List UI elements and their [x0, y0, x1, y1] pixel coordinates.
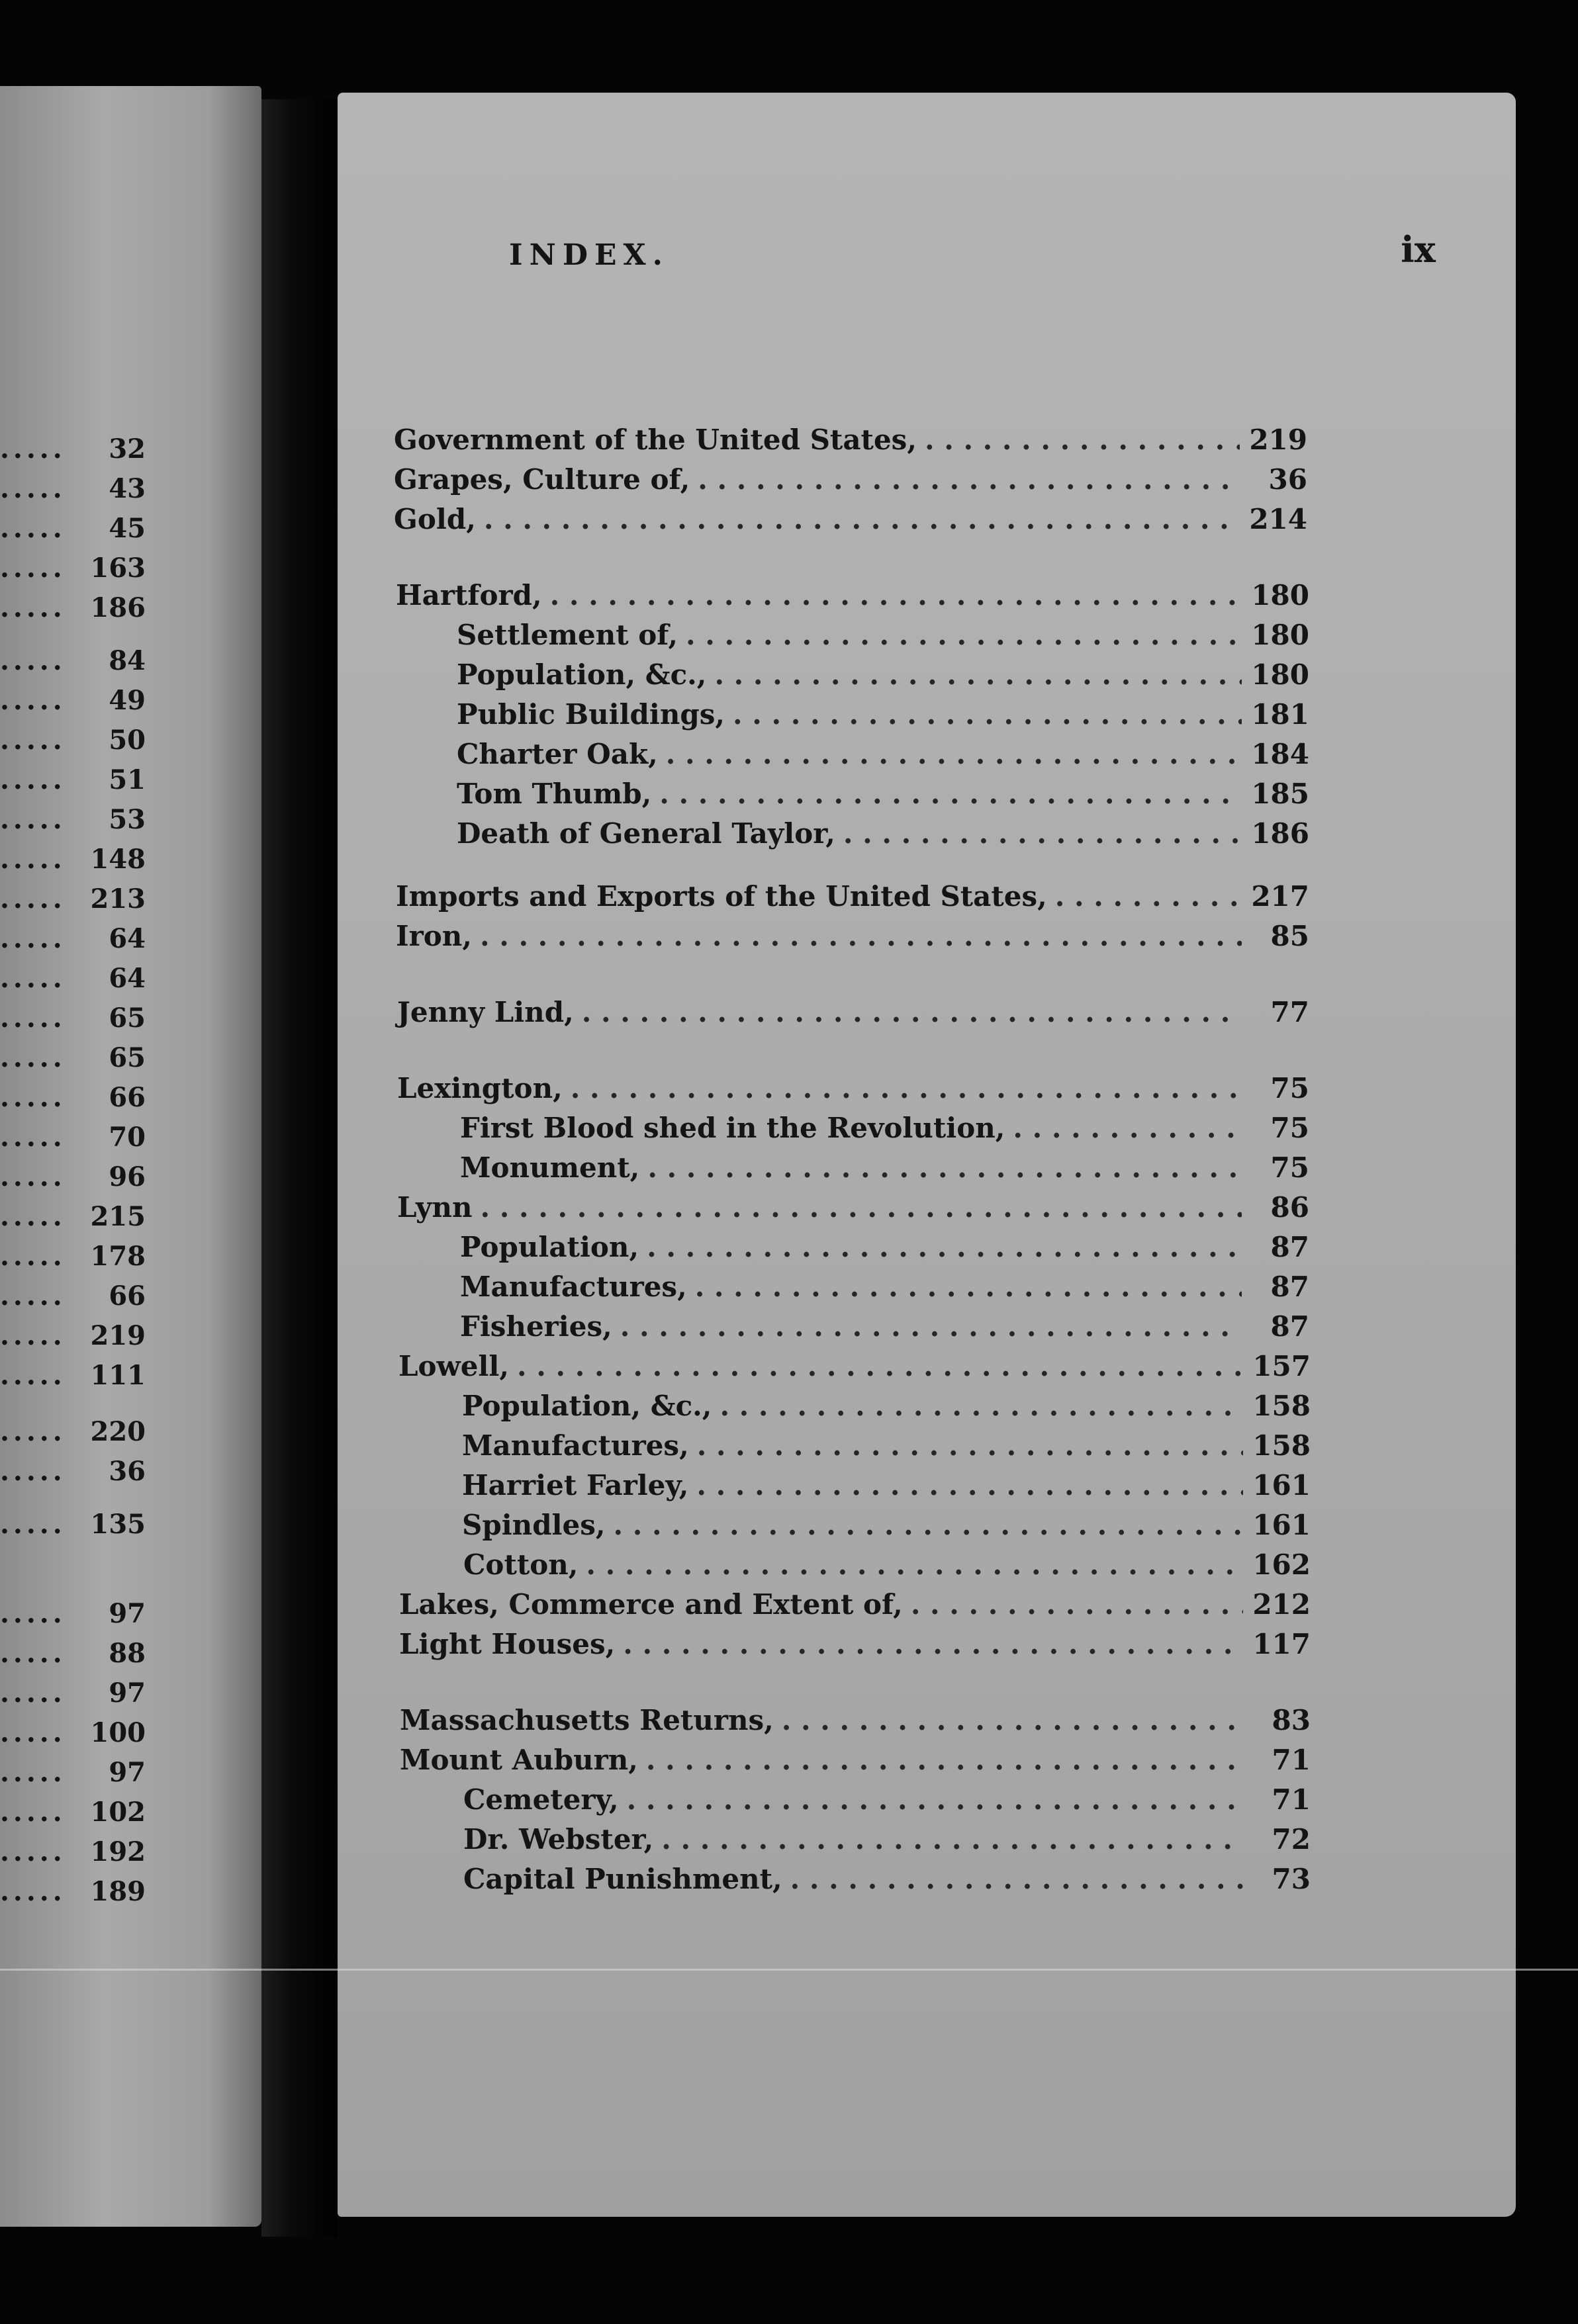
page-number: 157 — [1252, 1350, 1311, 1382]
dot-leader — [686, 619, 1242, 651]
page-number: 36 — [109, 1456, 146, 1487]
page-number: 180 — [1251, 658, 1309, 691]
dot-leader — [517, 1350, 1243, 1382]
page-number: 97 — [109, 1677, 146, 1709]
index-subentry — [460, 1151, 1309, 1191]
page-number: 83 — [1272, 1704, 1311, 1736]
index-entry — [399, 1588, 1311, 1628]
index-subentry — [457, 698, 1309, 738]
page-number: 102 — [90, 1797, 146, 1828]
entry-text: Dr. Webster, — [463, 1823, 654, 1855]
left-index-row: ..... 178 — [0, 1241, 146, 1272]
page-number: 50 — [109, 725, 146, 756]
page-number: 88 — [109, 1638, 146, 1669]
page-number: 32 — [109, 433, 146, 465]
scan-artifact-line — [0, 1969, 1578, 1971]
dot-leader — [1013, 1112, 1242, 1144]
entry-text: Gold, — [394, 503, 476, 535]
dot-leader — [480, 920, 1242, 952]
index-subentry — [460, 1112, 1309, 1151]
left-index-row: ..... 36 — [0, 1456, 146, 1487]
page-number: 97 — [109, 1757, 146, 1788]
page-number: 86 — [1270, 1191, 1309, 1224]
left-index-row: ..... 66 — [0, 1082, 146, 1113]
page-number: 65 — [109, 1003, 146, 1034]
left-index-row: ..... 220 — [0, 1416, 146, 1447]
page-number: 75 — [1270, 1151, 1309, 1184]
left-index-row: ..... 51 — [0, 764, 146, 795]
entry-text: Lexington, — [397, 1072, 563, 1104]
dot-leader — [647, 1231, 1242, 1263]
dot-leader — [620, 1310, 1242, 1343]
dot-leader — [627, 1783, 1243, 1816]
left-index-row: ..... 148 — [0, 844, 146, 875]
dot-leader — [695, 1271, 1242, 1303]
left-index-row: ..... 186 — [0, 592, 146, 623]
dot-leader — [614, 1509, 1243, 1541]
left-index-row: ..... 215 — [0, 1201, 146, 1232]
dot-leader — [647, 1151, 1242, 1184]
index-entry — [396, 579, 1309, 619]
dot-leader — [790, 1863, 1243, 1895]
page-number: 97 — [109, 1598, 146, 1629]
dot-leader — [646, 1744, 1243, 1776]
left-index-row: ..... 45 — [0, 513, 146, 544]
left-index-row: ..... 189 — [0, 1876, 146, 1907]
dot-leader — [586, 1548, 1243, 1581]
index-subentry — [460, 1231, 1309, 1271]
dot-leader — [623, 1628, 1243, 1660]
left-index-row: ..... 163 — [0, 553, 146, 584]
page-number: 66 — [109, 1082, 146, 1113]
entry-text: Cemetery, — [463, 1783, 619, 1816]
left-index-row: ..... 49 — [0, 685, 146, 716]
entry-text: Manufactures, — [460, 1271, 687, 1303]
page-number: 65 — [109, 1042, 146, 1073]
entry-text: Population, &c., — [457, 658, 707, 691]
page-number: 163 — [90, 553, 146, 584]
index-subentry — [457, 658, 1309, 698]
index-entry — [396, 880, 1309, 920]
page-number: 158 — [1252, 1390, 1311, 1422]
page-number: 64 — [109, 963, 146, 994]
page-number: 73 — [1272, 1863, 1311, 1895]
index-entry — [397, 1191, 1309, 1231]
page-number: 36 — [1268, 463, 1307, 496]
page-number: 213 — [90, 883, 146, 915]
left-index-row: ..... 100 — [0, 1717, 146, 1748]
entry-text: Charter Oak, — [457, 738, 658, 770]
left-index-row: ..... 97 — [0, 1757, 146, 1788]
dot-leader — [697, 1429, 1243, 1462]
dot-leader — [1055, 880, 1242, 913]
index-subentry — [463, 1783, 1311, 1823]
page-number: 75 — [1270, 1072, 1309, 1104]
page-number: 84 — [109, 645, 146, 676]
index-entry — [397, 1072, 1309, 1112]
page-number: 148 — [90, 844, 146, 875]
left-index-row: ..... 32 — [0, 433, 146, 465]
page-number: 96 — [109, 1161, 146, 1192]
left-index-row: ..... 70 — [0, 1122, 146, 1153]
page-number: 87 — [1270, 1271, 1309, 1303]
page-number: 215 — [90, 1201, 146, 1232]
left-index-row: ..... 213 — [0, 883, 146, 915]
index-subentry — [463, 1863, 1311, 1902]
page-number: 51 — [109, 764, 146, 795]
left-index-row: ..... 192 — [0, 1836, 146, 1867]
entry-text: Grapes, Culture of, — [394, 463, 690, 496]
dot-leader — [666, 738, 1242, 770]
page-number: 212 — [1252, 1588, 1311, 1621]
index-entry — [394, 463, 1307, 503]
left-index-row: ..... 111 — [0, 1360, 146, 1391]
left-index-row: ..... 64 — [0, 923, 146, 954]
index-entry — [400, 1744, 1311, 1783]
page-number: 162 — [1252, 1548, 1311, 1581]
dot-leader — [696, 1469, 1243, 1501]
entry-text: Hartford, — [396, 579, 542, 611]
entry-text: Manufactures, — [462, 1429, 689, 1462]
dot-leader — [550, 579, 1242, 611]
page-number: 71 — [1272, 1744, 1311, 1776]
book-gutter — [261, 99, 338, 2237]
dot-leader — [659, 778, 1242, 810]
page-number: 220 — [90, 1416, 146, 1447]
index-subentry — [460, 1310, 1309, 1350]
page-number: 75 — [1270, 1112, 1309, 1144]
left-index-row: ..... 97 — [0, 1598, 146, 1629]
page-number: 117 — [1252, 1628, 1311, 1660]
entry-text: Public Buildings, — [457, 698, 725, 731]
page-number: 189 — [90, 1876, 146, 1907]
page-number: 72 — [1272, 1823, 1311, 1855]
page-number: 219 — [1249, 424, 1307, 456]
entry-text: Fisheries, — [460, 1310, 612, 1343]
dot-leader — [582, 996, 1242, 1028]
dot-leader — [481, 1191, 1242, 1224]
page-number: 217 — [1251, 880, 1309, 913]
index-subentry — [457, 817, 1309, 857]
dot-leader — [925, 424, 1240, 456]
dot-leader — [698, 463, 1240, 496]
left-index-row: ..... 66 — [0, 1280, 146, 1312]
left-index-row: ..... 64 — [0, 963, 146, 994]
index-subentry — [462, 1469, 1311, 1509]
page-number: 70 — [109, 1122, 146, 1153]
page-number: 180 — [1251, 619, 1309, 651]
index-subentry — [457, 619, 1309, 658]
entry-text: First Blood shed in the Revolution, — [460, 1112, 1005, 1144]
page-number: 186 — [90, 592, 146, 623]
index-subentry — [457, 738, 1309, 778]
index-entry — [396, 920, 1309, 960]
page-number: 192 — [90, 1836, 146, 1867]
index-entry — [394, 503, 1307, 543]
page-number: 135 — [90, 1509, 146, 1540]
page-number: 161 — [1252, 1509, 1311, 1541]
entry-text: Population, &c., — [462, 1390, 712, 1422]
dot-leader — [782, 1704, 1243, 1736]
page-number: 161 — [1252, 1469, 1311, 1501]
dot-leader — [571, 1072, 1242, 1104]
entry-text: Government of the United States, — [394, 424, 917, 456]
left-index-row: ..... 102 — [0, 1797, 146, 1828]
page-number: 71 — [1272, 1783, 1311, 1816]
page-number: 181 — [1251, 698, 1309, 731]
dot-leader — [484, 503, 1240, 535]
page-number: 219 — [90, 1320, 146, 1351]
entry-text: Massachusetts Returns, — [400, 1704, 774, 1736]
entry-text: Cotton, — [463, 1548, 579, 1581]
entry-text: Harriet Farley, — [462, 1469, 689, 1501]
index-subentry — [462, 1390, 1311, 1429]
entry-text: Lakes, Commerce and Extent of, — [399, 1588, 903, 1621]
dot-leader — [661, 1823, 1243, 1855]
page-number: 111 — [90, 1360, 146, 1391]
left-index-row: ..... 84 — [0, 645, 146, 676]
page-number: 77 — [1270, 996, 1309, 1028]
page-number: 64 — [109, 923, 146, 954]
left-index-row: ..... 65 — [0, 1003, 146, 1034]
dot-leader — [911, 1588, 1243, 1621]
left-index-row: ..... 43 — [0, 473, 146, 504]
dot-leader — [714, 658, 1242, 691]
entry-text: Lowell, — [398, 1350, 509, 1382]
page-number: 158 — [1252, 1429, 1311, 1462]
page-number: 214 — [1249, 503, 1307, 535]
page-number: 87 — [1270, 1231, 1309, 1263]
index-entry — [397, 996, 1309, 1036]
left-index-row: ..... 65 — [0, 1042, 146, 1073]
entry-text: Iron, — [396, 920, 472, 952]
index-entry — [394, 424, 1307, 463]
page-number: 178 — [90, 1241, 146, 1272]
entry-text: Death of General Taylor, — [457, 817, 835, 850]
left-index-row: ..... 135 — [0, 1509, 146, 1540]
page-title: INDEX. — [509, 238, 669, 272]
page-number: 185 — [1251, 778, 1309, 810]
index-subentry — [460, 1271, 1309, 1310]
entry-text: Settlement of, — [457, 619, 678, 651]
entry-text: Lynn — [397, 1191, 473, 1224]
dot-leader — [843, 817, 1242, 850]
left-index-row: ..... 88 — [0, 1638, 146, 1669]
page-number: 100 — [90, 1717, 146, 1748]
index-subentry — [463, 1548, 1311, 1588]
left-page — [0, 86, 261, 2227]
entry-text: Tom Thumb, — [457, 778, 652, 810]
entry-text: Mount Auburn, — [400, 1744, 638, 1776]
page-number: 180 — [1251, 579, 1309, 611]
left-index-row: ..... 50 — [0, 725, 146, 756]
entry-text: Jenny Lind, — [397, 996, 574, 1028]
index-entry — [400, 1704, 1311, 1744]
page-number: 43 — [109, 473, 146, 504]
index-subentry — [457, 778, 1309, 817]
entry-text: Imports and Exports of the United States, — [396, 880, 1047, 913]
dot-leader — [733, 698, 1242, 731]
page-number: 66 — [109, 1280, 146, 1312]
left-index-row: ..... 97 — [0, 1677, 146, 1709]
left-index-row: ..... 219 — [0, 1320, 146, 1351]
entry-text: Population, — [460, 1231, 639, 1263]
index-subentry — [462, 1509, 1311, 1548]
page-number: 184 — [1251, 738, 1309, 770]
dot-leader — [719, 1390, 1243, 1422]
entry-text: Capital Punishment, — [463, 1863, 782, 1895]
page-number: 85 — [1270, 920, 1309, 952]
page-number: 53 — [109, 804, 146, 835]
page-number: 87 — [1270, 1310, 1309, 1343]
index-subentry — [462, 1429, 1311, 1469]
page-number: 49 — [109, 685, 146, 716]
index-entry — [399, 1628, 1311, 1668]
entry-text: Light Houses, — [399, 1628, 616, 1660]
left-index-row: ..... 96 — [0, 1161, 146, 1192]
entry-text: Spindles, — [462, 1509, 606, 1541]
index-subentry — [463, 1823, 1311, 1863]
page-folio: ix — [1401, 228, 1436, 271]
entry-text: Monument, — [460, 1151, 640, 1184]
left-index-row: ..... 53 — [0, 804, 146, 835]
page-number: 186 — [1251, 817, 1309, 850]
page-number: 45 — [109, 513, 146, 544]
index-entry — [398, 1350, 1311, 1390]
